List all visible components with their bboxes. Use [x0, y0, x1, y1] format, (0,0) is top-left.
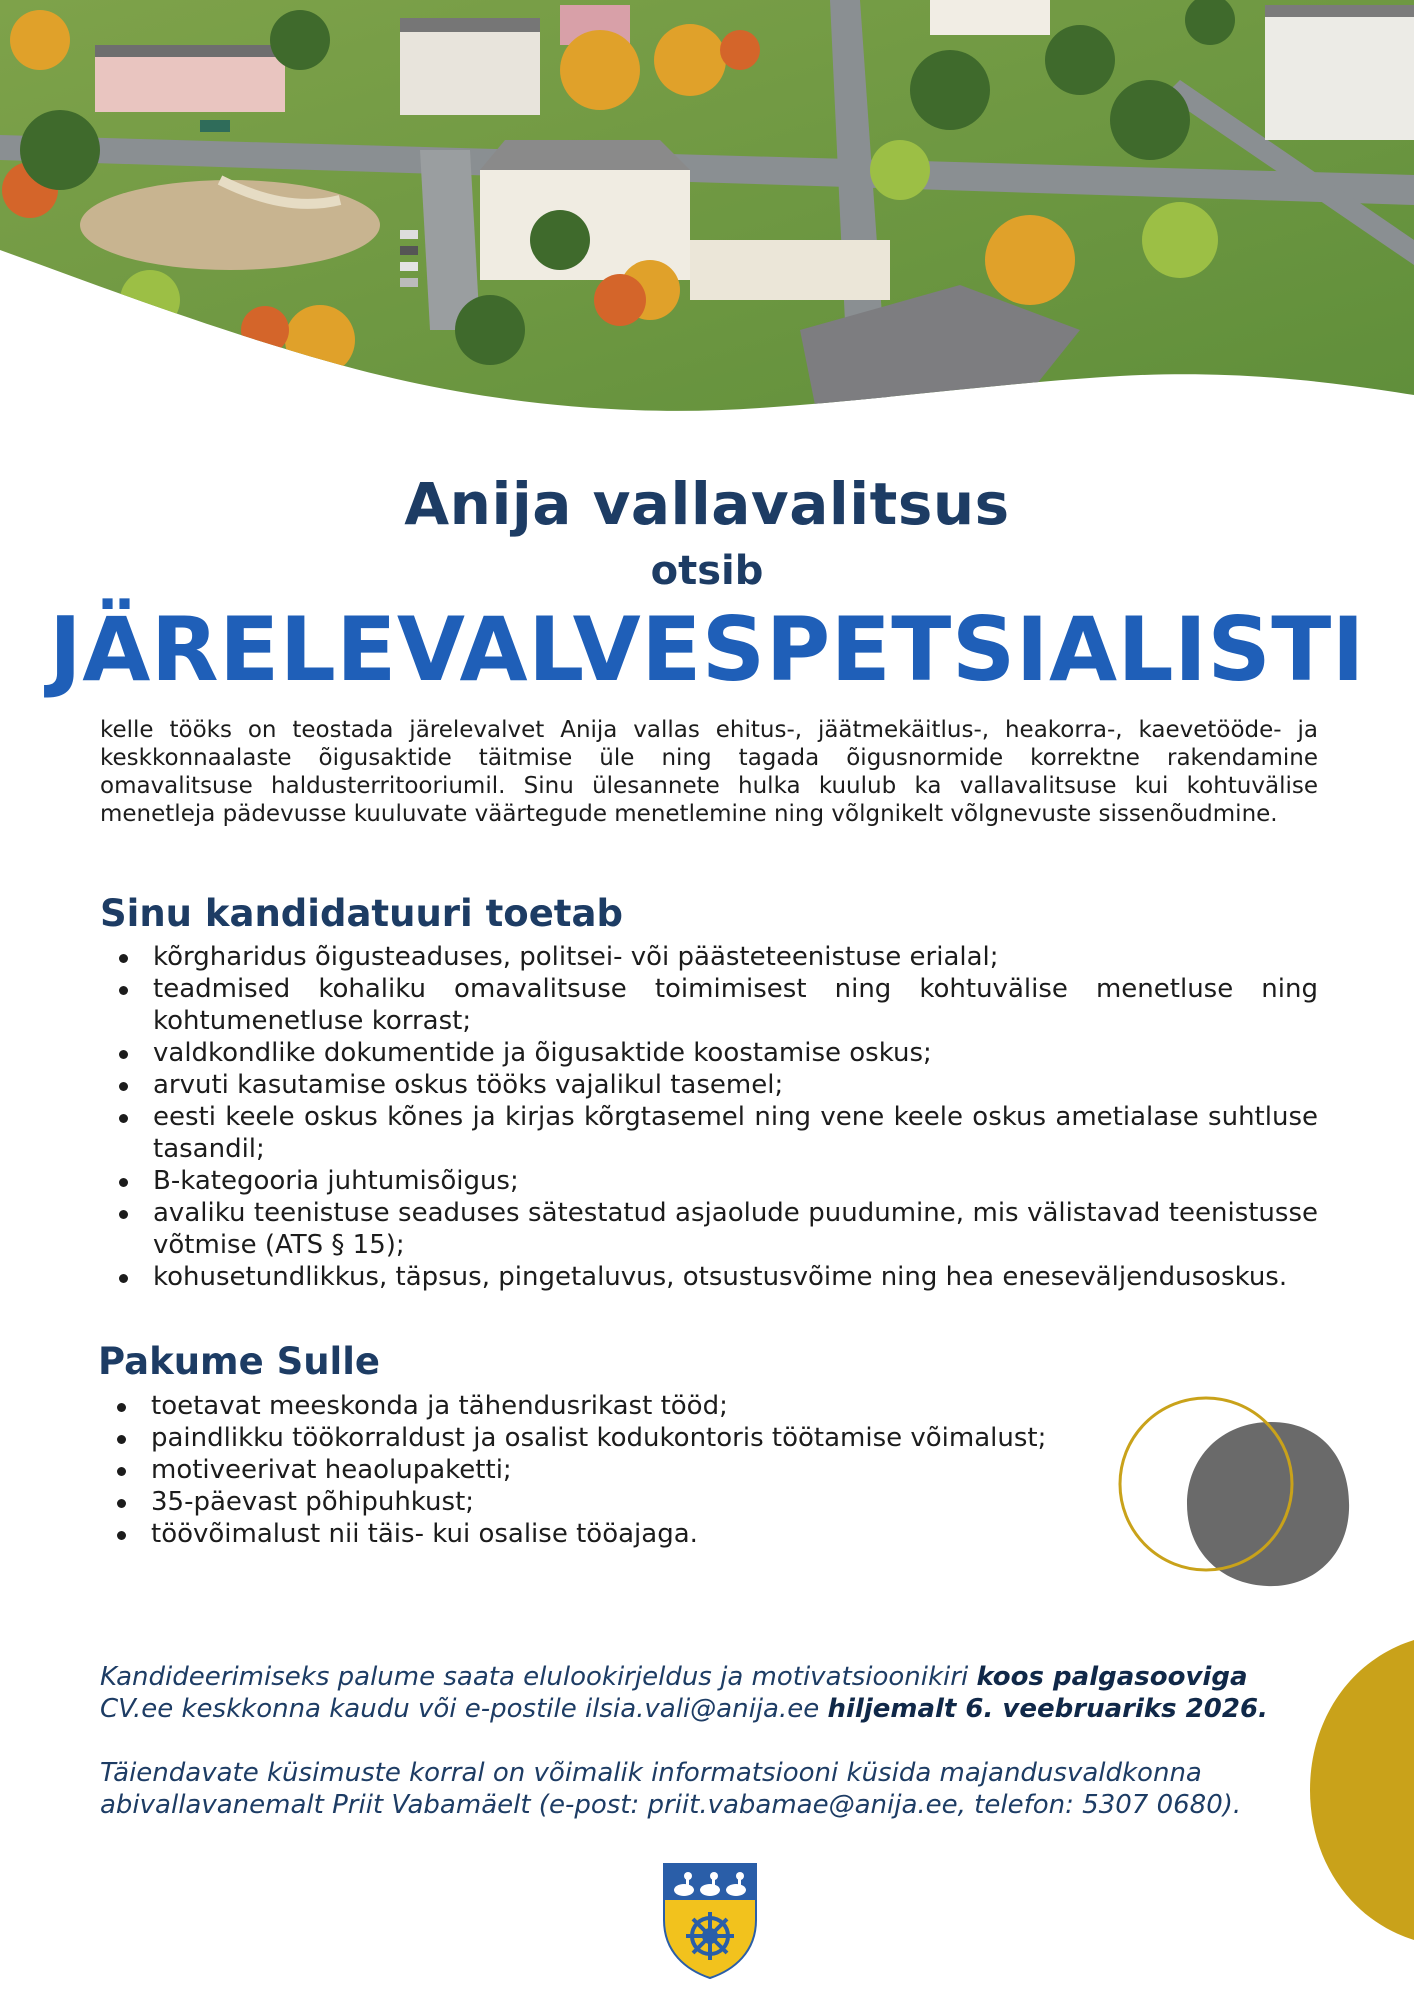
- intro-paragraph: kelle tööks on teostada järelevalvet Anija vallas ehitus-, jäätmekäitlus-, heakorra-, kaevetööde- ja keskkonnaalaste õigusaktide täitmise üle ning tagada õigusnormide korrektne rakendamine omavalitsuse haldusterritooriumil. Sinu ülesannete hulka kuulub ka vallavalitsuse kui kohtuvälise menetleja pädevusse kuuluvate väärtegude menetlemine ning võlgnikelt võlgnevuste sissenõudmine.: [100, 717, 1318, 827]
- list-item: paindlikku töökorraldust ja osalist kodukontoris töötamise võimalust;: [98, 1422, 1098, 1454]
- list-item: kõrgharidus õigusteaduses, politsei- või päästeteenistuse erialal;: [100, 941, 1318, 973]
- list-item: avaliku teenistuse seaduses sätestatud asjaolude puudumine, mis välistavad teenistusse võtmise (ATS § 15);: [100, 1197, 1318, 1261]
- header-aerial-photo: [0, 0, 1414, 430]
- list-item: motiveerivat heaolupaketti;: [98, 1454, 1098, 1486]
- decorative-gold-ring: [1116, 1394, 1296, 1574]
- coat-of-arms-logo: [660, 1860, 760, 1980]
- list-item: toetavat meeskonda ja tähendusrikast tööd;: [98, 1390, 1098, 1422]
- application-instructions: [100, 1661, 1330, 1725]
- offer-heading: Pakume Sulle: [98, 1340, 381, 1383]
- list-item: arvuti kasutamise oskus tööks vajalikul tasemel;: [100, 1069, 1318, 1101]
- requirements-list: [100, 941, 1318, 1293]
- list-item: eesti keele oskus kõnes ja kirjas kõrgtasemel ning vene keele oskus ametialase suhtluse tasandil;: [100, 1101, 1318, 1165]
- application-salary-note: koos palgasooviga: [976, 1662, 1248, 1692]
- contact-line-1: Täiendavate küsimuste korral on võimalik informatsiooni küsida majandusvaldkonna: [100, 1758, 1202, 1788]
- contact-info: [100, 1757, 1330, 1821]
- list-item: töövõimalust nii täis- kui osalise tööajaga.: [98, 1518, 1098, 1550]
- organization-title: Anija vallavalitsus: [404, 470, 1010, 538]
- application-text-1: Kandideerimiseks palume saata elulookirjeldus ja motivatsioonikiri: [100, 1662, 969, 1692]
- seeks-label: otsib: [650, 548, 764, 594]
- offer-list: [98, 1390, 1098, 1550]
- list-item: 35-päevast põhipuhkust;: [98, 1486, 1098, 1518]
- application-text-2: CV.ee keskkonna kaudu või e-postile ilsia.vali@anija.ee: [100, 1694, 820, 1724]
- application-deadline: hiljemalt 6. veebruariks 2026.: [827, 1694, 1268, 1724]
- position-title: JÄRELEVALVESPETSIALISTI: [48, 598, 1366, 701]
- contact-line-2: abivallavanemalt Priit Vabamäelt (e-post: priit.vabamae@anija.ee, telefon: 5307 0680).: [100, 1790, 1242, 1820]
- list-item: kohusetundlikkus, täpsus, pingetaluvus, otsustusvõime ning hea eneseväljendusoskus.: [100, 1261, 1318, 1293]
- requirements-heading: Sinu kandidatuuri toetab: [100, 892, 623, 935]
- list-item: teadmised kohaliku omavalitsuse toimimisest ning kohtuvälise menetluse ning kohtumenetluse korrast;: [100, 973, 1318, 1037]
- list-item: B-kategooria juhtumisõigus;: [100, 1165, 1318, 1197]
- list-item: valdkondlike dokumentide ja õigusaktide koostamise oskus;: [100, 1037, 1318, 1069]
